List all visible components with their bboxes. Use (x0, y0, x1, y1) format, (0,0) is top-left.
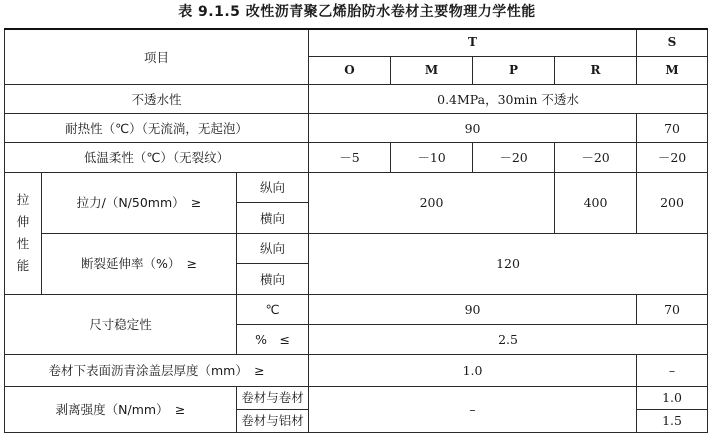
row-elongation-long (5, 233, 708, 264)
tensile-force-label: 拉力/（N/50mm） ≥ (42, 172, 237, 233)
dimension-unit-pct: % ≤ (237, 325, 309, 354)
header-row-groups (5, 29, 708, 56)
row-peel-roll-roll (5, 386, 708, 409)
row-impermeable (5, 85, 708, 113)
tensile-force-t-r: 400 (555, 172, 637, 233)
elongation-value: 120 (309, 233, 708, 294)
header-col-s-m: M (637, 56, 708, 84)
row-tensile-force-long (5, 172, 708, 203)
tensile-force-dir-long: 纵向 (237, 172, 309, 203)
row-heat-resistance (5, 113, 708, 142)
peel-t-value: – (309, 386, 637, 432)
peel-s-value-roll: 1.0 (637, 386, 708, 409)
header-col-t-m: M (391, 56, 473, 84)
cold-value-t-p: －20 (473, 143, 555, 172)
heat-t-value: 90 (309, 113, 637, 142)
header-col-t-r: R (555, 56, 637, 84)
header-item: 项目 (5, 29, 309, 85)
peel-sub-roll-al: 卷材与铝材 (237, 409, 309, 432)
heat-s-value: 70 (637, 113, 708, 142)
elongation-label: 断裂延伸率（%） ≥ (42, 233, 237, 294)
properties-table (4, 28, 708, 433)
tensile-group-label: 拉伸性能 (5, 172, 42, 294)
coating-t-value: 1.0 (309, 354, 637, 386)
peel-label: 剥离强度（N/mm） ≥ (5, 386, 237, 432)
row-dimension-temp (5, 294, 708, 325)
cold-value-t-m: －10 (391, 143, 473, 172)
impermeable-label: 不透水性 (5, 85, 309, 113)
header-col-t-o: O (309, 56, 391, 84)
table-title: 表 9.1.5 改性沥青聚乙烯胎防水卷材主要物理力学性能 (178, 4, 536, 20)
header-col-t-p: P (473, 56, 555, 84)
elongation-dir-long: 纵向 (237, 233, 309, 264)
dimension-pct-value: 2.5 (309, 325, 708, 354)
dimension-unit-c: ℃ (237, 294, 309, 325)
cold-value-t-o: －5 (309, 143, 391, 172)
peel-s-value-al: 1.5 (637, 409, 708, 432)
coating-label: 卷材下表面沥青涂盖层厚度（mm） ≥ (5, 354, 309, 386)
cold-value-t-r: －20 (555, 143, 637, 172)
impermeable-value: 0.4MPa，30min 不透水 (309, 85, 708, 113)
coating-s-value: – (637, 354, 708, 386)
dimension-t-value: 90 (309, 294, 637, 325)
cold-value-s-m: －20 (637, 143, 708, 172)
cold-label: 低温柔性（℃）（无裂纹） (5, 143, 309, 172)
heat-label: 耐热性（℃）（无流淌，无起泡） (5, 113, 309, 142)
header-group-s: S (637, 29, 708, 56)
header-group-t: T (309, 29, 637, 56)
dimension-s-value: 70 (637, 294, 708, 325)
row-coating-thickness (5, 354, 708, 386)
elongation-dir-trans: 横向 (237, 264, 309, 295)
tensile-force-t-omp: 200 (309, 172, 555, 233)
tensile-force-dir-trans: 横向 (237, 203, 309, 234)
dimension-label: 尺寸稳定性 (5, 294, 237, 354)
tensile-force-s-m: 200 (637, 172, 708, 233)
peel-sub-roll-roll: 卷材与卷材 (237, 386, 309, 409)
row-low-temp-flex (5, 143, 708, 172)
